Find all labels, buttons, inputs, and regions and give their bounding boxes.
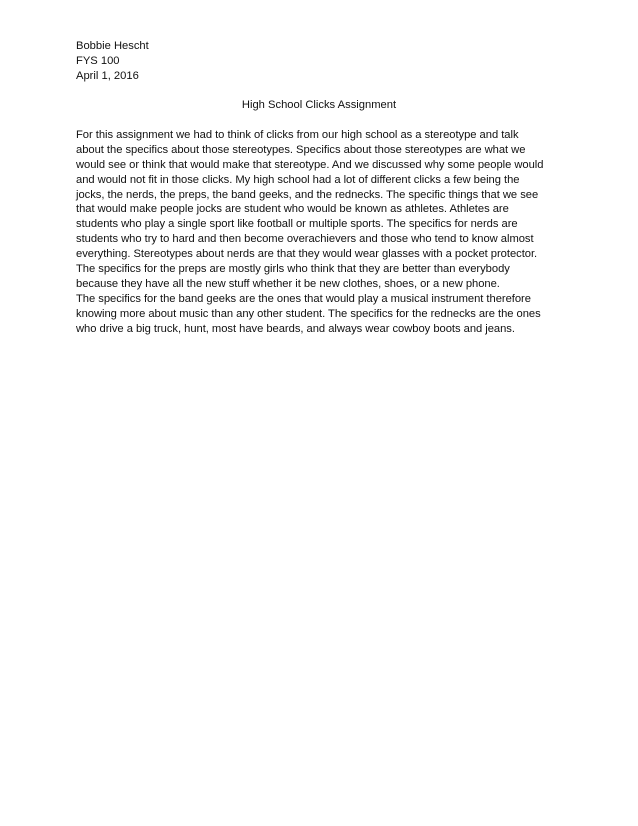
body-paragraph: [76, 128, 566, 336]
course-code: FYS 100: [76, 55, 120, 67]
body-line: students who try to hard and then become overachievers and those who tend to know almost: [76, 233, 534, 246]
body-line: everything. Stereotypes about nerds are that they would wear glasses with a pocket protector.: [76, 248, 538, 261]
body-line: and would not fit in those clicks. My high school had a lot of different clicks a few being the: [76, 173, 520, 186]
body-line: who drive a big truck, hunt, most have beards, and always wear cowboy boots and jeans.: [76, 322, 515, 335]
body-line: that would make people jocks are student who would be known as athletes. Athletes are: [76, 203, 509, 216]
body-line: The specifics for the band geeks are the ones that would play a musical instrument therefore: [76, 292, 531, 305]
author-name: Bobbie Hescht: [76, 40, 149, 52]
body-line: For this assignment we had to think of clicks from our high school as a stereotype and talk: [76, 129, 519, 141]
body-line: about the specifics about those stereotypes. Specifics about those stereotypes are what we: [76, 143, 526, 156]
document-date: April 1, 2016: [76, 70, 139, 82]
body-line: students who play a single sport like football or multiple sports. The specifics for nerds are: [76, 218, 518, 231]
document-header: [76, 39, 149, 84]
body-line: jocks, the nerds, the preps, the band geeks, and the rednecks. The specific things that we see: [76, 188, 539, 201]
body-line: because they have all the new stuff whether it be new clothes, shoes, or a new phone.: [76, 277, 500, 290]
document-title: High School Clicks Assignment: [241, 99, 397, 111]
body-line: The specifics for the preps are mostly girls who think that they are better than everybody: [76, 263, 510, 276]
body-line: knowing more about music than any other student. The specifics for the rednecks are the ones: [76, 307, 541, 320]
body-line: would see or think that would make that stereotype. And we discussed why some people would: [76, 158, 544, 171]
